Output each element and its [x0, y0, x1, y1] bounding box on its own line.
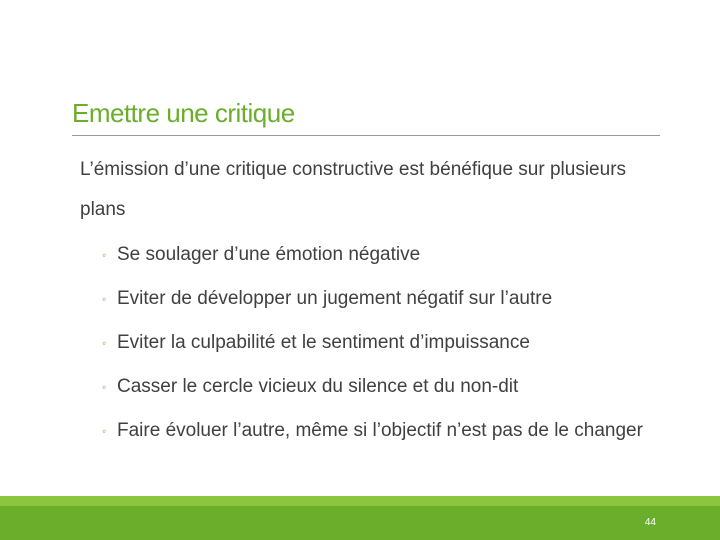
bullet-marker-icon: ◦ [102, 248, 107, 262]
bullet-marker-icon: ◦ [102, 380, 107, 394]
bullet-text: Eviter de développer un jugement négatif sur l’autre [117, 288, 553, 309]
title-divider [72, 135, 660, 136]
bullet-marker-icon: ◦ [102, 424, 107, 438]
slide-title: Emettre une critique [72, 98, 295, 128]
footer-band-accent [0, 496, 720, 506]
bullet-text: Casser le cercle vicieux du silence et du non-dit [117, 376, 519, 397]
bullet-text: Faire évoluer l’autre, même si l’objectif n’est pas de le changer [117, 420, 643, 441]
bullet-item [102, 324, 660, 362]
bullet-marker-icon: ◦ [102, 336, 107, 350]
page-number: 44 [644, 517, 656, 528]
bullet-item [102, 236, 660, 274]
lead-paragraph: L’émission d’une critique constructive est bénéfique sur plusieurs plans [80, 159, 627, 220]
bullet-text: Se soulager d’une émotion négative [117, 244, 421, 265]
bullet-item [102, 368, 660, 406]
bullet-marker-icon: ◦ [102, 292, 107, 306]
slide-body [80, 150, 660, 456]
bullet-item [102, 280, 660, 318]
bullet-list [80, 236, 660, 450]
bullet-item [102, 412, 660, 450]
bullet-text: Eviter la culpabilité et le sentiment d’impuissance [117, 332, 530, 353]
